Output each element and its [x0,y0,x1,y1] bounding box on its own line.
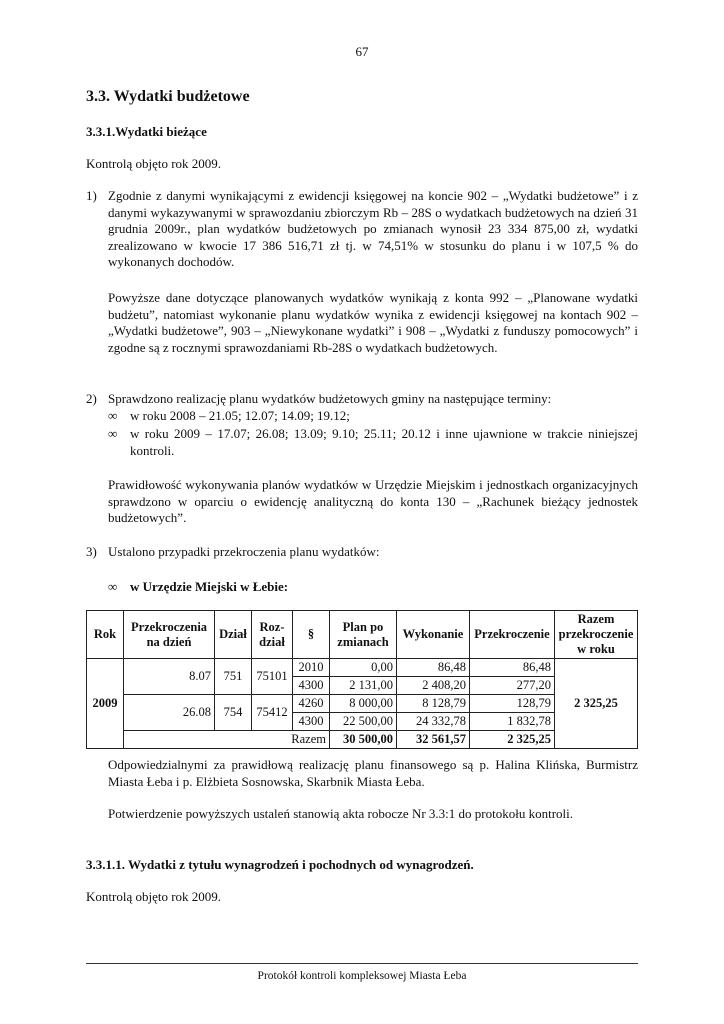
item-1-paragraph-1: Zgodnie z danymi wynikającymi z ewidencji księgowej na koncie 902 – „Wydatki budżetowe” i z danymi wykazywanymi w sprawozdaniu zbiorczym Rb – 28S o wydatkach budżetowych na dzień 31 grudnia 2009r., plan wydatków budżetowych po zmianach wynosił 23 334 875,00 zł, wydatki zrealizowano w kwocie 17 386 516,71 zł tj. w 74,51% w stosunku do planu i w 107,5 % do wykonanych dochodów. [108,188,638,269]
page-number: 67 [355,44,369,59]
header-dzial: Dział [215,611,252,659]
rozdzial-cell: 75412 [252,695,293,731]
header-paragraf: § [293,611,330,659]
plan-cell: 2 131,00 [330,677,397,695]
item-2-bullet-2: w roku 2009 – 17.07; 26.08; 13.09; 9.10; 25.11; 20.12 i inne ujawnione w trakcie niniejszej kontroli. [130,426,638,458]
item-3-bullet-heading: w Urzędzie Miejski w Łebie: [130,579,289,594]
dzial-cell: 754 [215,695,252,731]
total-wykonanie: 32 561,57 [397,731,470,749]
paragraf-cell: 4300 [293,713,330,731]
wykonanie-cell: 86,48 [397,659,470,677]
table-row [87,659,638,677]
total-plan: 30 500,00 [330,731,397,749]
year-total-cell: 2 325,25 [555,659,638,749]
paragraf-cell: 4260 [293,695,330,713]
table-header-row [87,611,638,659]
intro-text-2: Kontrolą objęto rok 2009. [86,889,222,904]
item-2-bullet-1: w roku 2008 – 21.05; 12.07; 14.09; 19.12; [130,408,350,423]
paragraf-cell: 4300 [293,677,330,695]
intro-text: Kontrolą objęto rok 2009. [86,156,222,171]
overspending-table [86,610,638,749]
wykonanie-cell: 2 408,20 [397,677,470,695]
header-plan: Plan po zmianach [330,611,397,659]
infinity-bullet-icon: ∞ [108,426,118,441]
rozdzial-cell: 75101 [252,659,293,695]
header-razem-rok: Razem przekroczenie w roku [555,611,638,659]
plan-cell: 8 000,00 [330,695,397,713]
przekroczenie-cell: 128,79 [470,695,555,713]
total-label: Razem [124,731,330,749]
dzial-cell: 751 [215,659,252,695]
header-wykonanie: Wykonanie [397,611,470,659]
item-1-number: 1) [86,188,97,203]
total-przekroczenie: 2 325,25 [470,731,555,749]
year-cell: 2009 [87,659,124,749]
plan-cell: 22 500,00 [330,713,397,731]
confirmation-paragraph: Potwierdzenie powyższych ustaleń stanowią akta robocze Nr 3.3:1 do protokołu kontroli. [108,806,573,821]
plan-cell: 0,00 [330,659,397,677]
item-2-lead: Sprawdzono realizację planu wydatków budżetowych gminy na następujące terminy: [108,391,552,406]
wykonanie-cell: 8 128,79 [397,695,470,713]
header-przekroczenie: Przekroczenie [470,611,555,659]
footer-text: Protokół kontroli kompleksowej Miasta Łeba [257,970,467,982]
item-2-number: 2) [86,391,97,406]
subsection-heading: 3.3.1.Wydatki bieżące [86,124,207,139]
subsection-heading-2: 3.3.1.1. Wydatki z tytułu wynagrodzeń i pochodnych od wynagrodzeń. [86,857,474,872]
date-cell: 8.07 [124,659,215,695]
wykonanie-cell: 24 332,78 [397,713,470,731]
przekroczenie-cell: 277,20 [470,677,555,695]
przekroczenie-cell: 1 832,78 [470,713,555,731]
item-1-paragraph-2: Powyższe dane dotyczące planowanych wydatków wynikają z konta 992 – „Planowane wydatki budżetu”, natomiast wykonanie planu wydatków wynika z ewidencji księgowej na kontach 902 – „Wydatki budżetowe”, 903 – „Niewykonane wydatki” i 908 – „Wydatki z funduszy pomocowych” i zgodne są z rocznymi sprawozdaniami Rb-28S o wydatkach budżetowych. [108,290,638,355]
przekroczenie-cell: 86,48 [470,659,555,677]
section-heading: 3.3. Wydatki budżetowe [86,88,250,105]
header-rozdzial: Roz-dział [252,611,293,659]
date-cell: 26.08 [124,695,215,731]
responsible-paragraph: Odpowiedzialnymi za prawidłową realizację planu finansowego są p. Halina Klińska, Burmistrz Miasta Łeba i p. Elżbieta Sosnowska, Skarbnik Miasta Łeba. [108,757,638,789]
header-przekroczenia: Przekroczenia na dzień [124,611,215,659]
infinity-bullet-icon: ∞ [108,579,118,594]
item-3-lead: Ustalono przypadki przekroczenia planu wydatków: [108,544,380,559]
paragraf-cell: 2010 [293,659,330,677]
item-3-number: 3) [86,544,97,559]
infinity-bullet-icon: ∞ [108,408,118,423]
header-rok: Rok [87,611,124,659]
footer-divider [86,963,638,964]
item-2-paragraph-2: Prawidłowość wykonywania planów wydatków w Urzędzie Miejskim i jednostkach organizacyjnych sprawdzono w oparciu o ewidencję analityczną do konta 130 – „Rachunek bieżący jednostek budżetowych”. [108,477,638,525]
